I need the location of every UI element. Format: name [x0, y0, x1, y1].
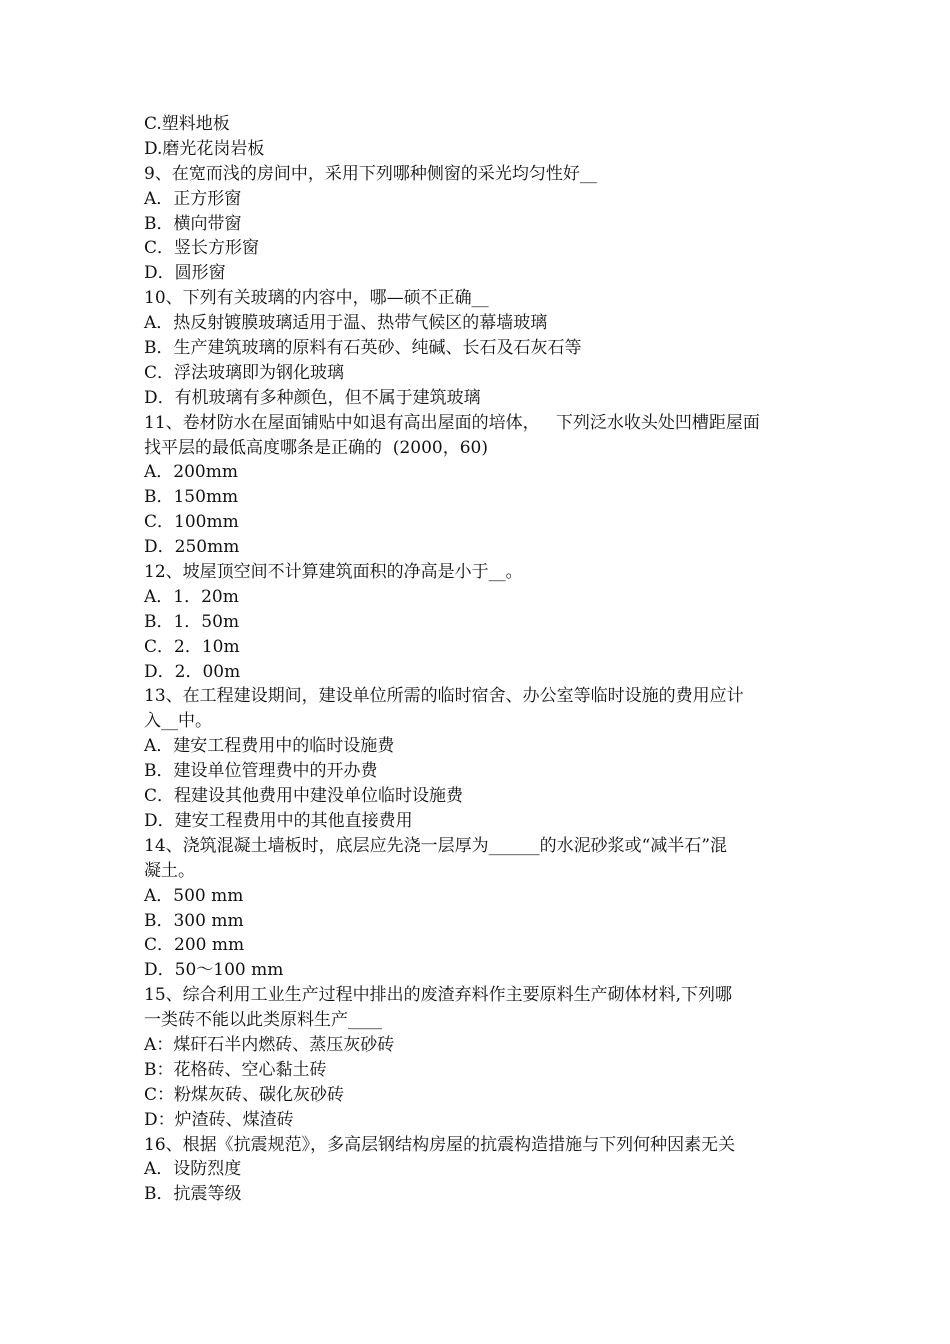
option-line: A．200mm — [144, 462, 238, 483]
question-13-cont: 入__中。 — [144, 711, 212, 732]
option-line: A．500 mm — [144, 885, 244, 906]
question-14-cont: 凝土。 — [144, 860, 195, 881]
question-16: 16、根据《抗震规范》，多高层钢结构房屋的抗震构造措施与下列何种因素无关 — [144, 1134, 736, 1155]
option-line: C．竖长方形窗 — [144, 238, 260, 259]
question-9: 9、在宽而浅的房间中，采用下列哪种侧窗的采光均匀性好__ — [144, 163, 597, 184]
option-line: D．250mm — [144, 537, 240, 558]
option-line: C．2．10m — [144, 636, 240, 657]
text-line: D.磨光花岗岩板 — [144, 138, 265, 159]
option-line: B：花格砖、空心黏土砖 — [144, 1059, 327, 1080]
option-line: D．圆形窗 — [144, 263, 226, 284]
question-13: 13、在工程建设期间，建设单位所需的临时宿舍、办公室等临时设施的费用应计 — [144, 686, 744, 707]
option-line: D．50～100 mm — [144, 960, 284, 981]
document-page — [144, 112, 814, 1207]
option-line: A．建安工程费用中的临时设施费 — [144, 736, 395, 757]
option-line: C．浮法玻璃即为钢化玻璃 — [144, 362, 345, 383]
question-12: 12、坡屋顶空间不计算建筑面积的净高是小于__。 — [144, 562, 523, 583]
option-line: A．正方形窗 — [144, 188, 242, 209]
option-line: D．有机玻璃有多种颜色，但不属于建筑玻璃 — [144, 387, 481, 408]
question-15: 15、综合利用工业生产过程中排出的废渣弃料作主要原料生产砌体材料,下列哪 — [144, 985, 733, 1006]
option-line: B．300 mm — [144, 910, 244, 931]
option-line: A．1．20m — [144, 586, 239, 607]
text-line: C.塑料地板 — [144, 114, 230, 134]
option-line: B．1．50m — [144, 611, 240, 632]
option-line: A：煤矸石半内燃砖、蒸压灰砂砖 — [144, 1034, 395, 1055]
option-line: C．100mm — [144, 512, 239, 533]
option-line: B．生产建筑玻璃的原料有石英砂、纯碱、长石及石灰石等 — [144, 338, 582, 359]
question-15-cont: 一类砖不能以此类原料生产____ — [144, 1010, 382, 1031]
option-line: B．抗震等级 — [144, 1184, 242, 1205]
option-line: B．横向带窗 — [144, 213, 242, 234]
question-11: 11、卷材防水在屋面铺贴中如退有高出屋面的培体， 下列泛水收头处凹槽距屋面 — [144, 412, 760, 433]
option-line: B．建设单位管理费中的开办费 — [144, 761, 378, 782]
option-line: C．200 mm — [144, 935, 245, 956]
option-line: A．热反射镀膜玻璃适用于温、热带气候区的幕墙玻璃 — [144, 313, 548, 334]
option-line: C．程建设其他费用中建没单位临时设施费 — [144, 786, 464, 807]
question-14: 14、浇筑混凝土墙板时，底层应先浇一层厚为______的水泥砂浆或“减半石”混 — [144, 835, 728, 856]
question-10: 10、下列有关玻璃的内容中，哪—硕不正确__ — [144, 288, 489, 309]
option-line: D．2．00m — [144, 661, 241, 682]
option-line: D．建安工程费用中的其他直接费用 — [144, 810, 413, 831]
option-line: C：粉煤灰砖、碳化灰砂砖 — [144, 1084, 345, 1105]
option-line: B．150mm — [144, 487, 239, 508]
option-line: D：炉渣砖、煤渣砖 — [144, 1109, 294, 1130]
option-line: A．设防烈度 — [144, 1159, 242, 1180]
question-11-cont: 找平层的最低高度哪条是正确的 (2000，60) — [144, 437, 488, 458]
